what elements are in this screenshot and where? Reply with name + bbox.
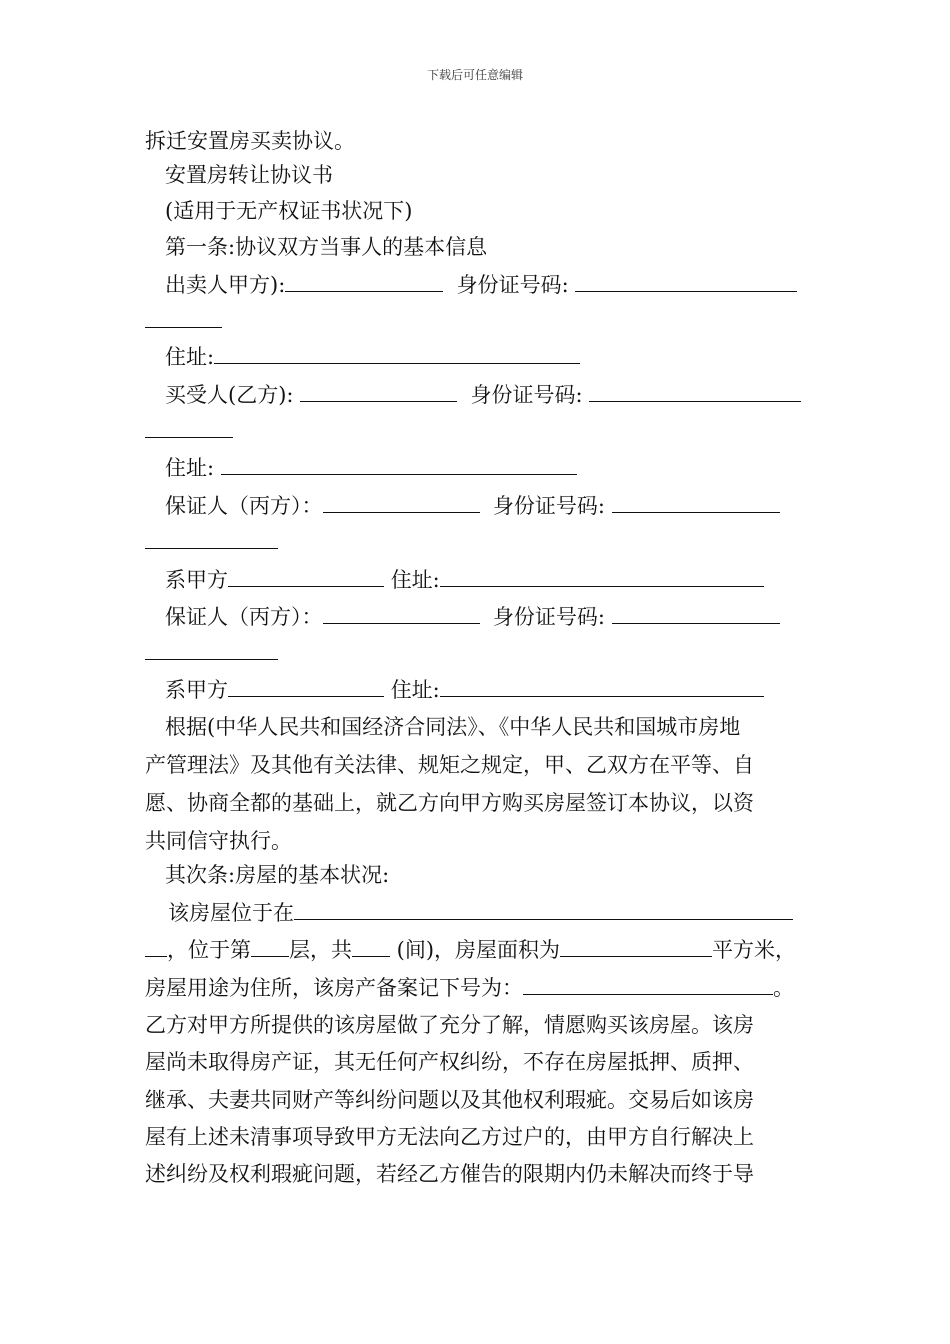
floor-area-line	[145, 936, 796, 963]
floor-label-b: 层，共	[289, 938, 352, 962]
seller-line	[165, 271, 797, 298]
buyer-id-blank-cont[interactable]	[145, 417, 233, 438]
area-unit: 平方米，	[712, 938, 797, 962]
basis-line-3: 愿、协商全都的基础上，就乙方向甲方购买房屋签订本协议，以资	[145, 791, 754, 815]
usage-label: 房屋用途为住所，该房产备案记下号为：	[145, 976, 523, 1000]
guarantor1-address-blank[interactable]	[440, 566, 764, 587]
seller-address-label: 住址:	[165, 345, 215, 369]
location-blank-cont[interactable]	[145, 936, 167, 957]
article2-body-line-5: 述纠纷及权利瑕疵问题，若经乙方催告的限期内仍未解决而终于导	[145, 1162, 754, 1186]
buyer-id-blank[interactable]	[589, 381, 801, 402]
location-label: 该房屋位于在	[168, 901, 294, 925]
floor-label-a: ，位于第	[167, 938, 251, 962]
document-title: 拆迁安置房买卖协议。	[145, 129, 355, 153]
article2-body-line-4: 屋有上述未清事项导致甲方无法向乙方过户的，由甲方自行解决上	[145, 1125, 754, 1149]
guarantor2-relation-line	[165, 676, 764, 703]
area-blank[interactable]	[560, 936, 712, 957]
article1-heading: 第一条:协议双方当事人的基本信息	[165, 235, 488, 259]
location-blank[interactable]	[294, 899, 793, 920]
guarantor2-label: 保证人（丙方）：	[165, 605, 323, 629]
guarantor1-address-label: 住址:	[390, 568, 440, 592]
guarantor1-relation-line	[165, 566, 764, 593]
document-subtitle: 安置房转让协议书	[165, 163, 333, 187]
seller-id-blank-cont[interactable]	[145, 307, 222, 328]
guarantor1-line	[165, 492, 780, 519]
guarantor1-name-blank[interactable]	[323, 492, 480, 513]
guarantor1-id-blank[interactable]	[612, 492, 780, 513]
floor-label-c: (间)，房屋面积为	[390, 938, 561, 962]
buyer-line	[165, 381, 801, 408]
location-line	[168, 899, 793, 926]
seller-id-label: 身份证号码:	[456, 273, 569, 297]
room-count-blank[interactable]	[352, 936, 390, 957]
guarantor2-address-blank[interactable]	[440, 676, 764, 697]
usage-period: 。	[773, 976, 794, 1000]
page-header: 下载后可任意编辑	[426, 68, 523, 82]
article2-heading: 其次条:房屋的基本状况:	[165, 863, 390, 887]
guarantor1-id-blank-cont[interactable]	[145, 528, 278, 549]
basis-line-1: 根据(中华人民共和国经济合同法》、《中华人民共和国城市房地	[165, 715, 741, 739]
seller-id-continuation	[145, 307, 222, 334]
guarantor1-relation-blank[interactable]	[228, 566, 384, 587]
seller-label: 出卖人甲方):	[165, 273, 286, 297]
seller-name-blank[interactable]	[285, 271, 443, 292]
buyer-address-line	[165, 454, 577, 481]
guarantor1-id-continuation	[145, 528, 278, 555]
guarantor2-name-blank[interactable]	[323, 603, 480, 624]
guarantor2-relation-label: 系甲方	[165, 678, 228, 702]
buyer-id-continuation	[145, 417, 233, 444]
buyer-address-label: 住址:	[165, 456, 215, 480]
seller-address-line	[165, 343, 580, 370]
article2-body-line-1: 乙方对甲方所提供的该房屋做了充分了解，情愿购买该房屋。该房	[145, 1013, 754, 1037]
basis-line-4: 共同信守执行。	[145, 829, 292, 853]
usage-line	[145, 974, 794, 1001]
guarantor2-id-blank-cont[interactable]	[145, 639, 278, 660]
guarantor2-line	[165, 603, 780, 630]
guarantor2-address-label: 住址:	[390, 678, 440, 702]
floor-number-blank[interactable]	[251, 936, 289, 957]
guarantor1-id-label: 身份证号码:	[492, 494, 605, 518]
buyer-address-blank[interactable]	[221, 454, 577, 475]
basis-line-2: 产管理法》及其他有关法律、规矩之规定，甲、乙双方在平等、自	[145, 753, 754, 777]
buyer-name-blank[interactable]	[300, 381, 457, 402]
guarantor2-id-label: 身份证号码:	[492, 605, 605, 629]
seller-id-blank[interactable]	[575, 271, 797, 292]
record-number-blank[interactable]	[523, 974, 773, 995]
guarantor1-label: 保证人（丙方）：	[165, 494, 323, 518]
article2-body-line-3: 继承、夫妻共同财产等纠纷问题以及其他权利瑕疵。交易后如该房	[145, 1088, 754, 1112]
guarantor2-relation-blank[interactable]	[228, 676, 384, 697]
seller-address-blank[interactable]	[214, 343, 580, 364]
guarantor1-relation-label: 系甲方	[165, 568, 228, 592]
buyer-label: 买受人(乙方):	[165, 383, 294, 407]
article2-body-line-2: 屋尚未取得房产证，其无任何产权纠纷，不存在房屋抵押、质押、	[145, 1050, 754, 1074]
guarantor2-id-continuation	[145, 639, 278, 666]
document-note: (适用于无产权证书状况下)	[165, 199, 413, 223]
guarantor2-id-blank[interactable]	[612, 603, 780, 624]
buyer-id-label: 身份证号码:	[470, 383, 583, 407]
